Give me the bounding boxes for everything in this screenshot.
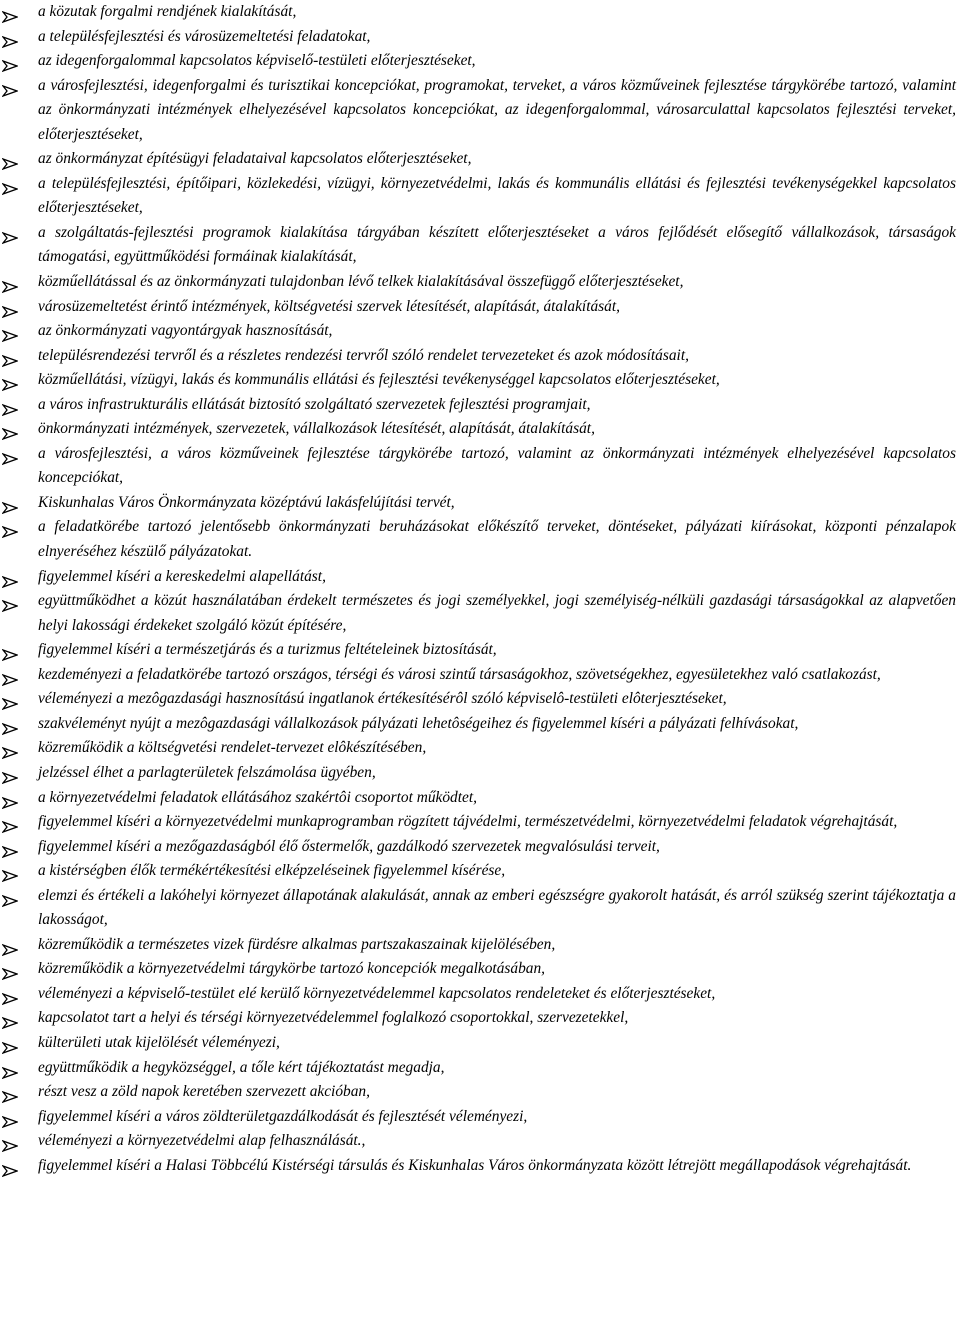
arrowhead-bullet-icon (2, 32, 18, 44)
list-item (0, 1006, 960, 1031)
list-item-text: közreműködik a környezetvédelmi tárgykörbe tartozó koncepciók megalkotásában, (38, 960, 546, 978)
list-item-text: a településfejlesztési, építőipari, közlekedési, vízügyi, környezetvédelmi, lakás és kommunális ellátási és fejlesztési tevékenységekkel kapcsolatos előterjesztéseket, (38, 174, 956, 217)
list-item (0, 368, 960, 393)
list-item-text: az idegenforgalommal kapcsolatos képviselő-testületi előterjesztéseket, (38, 52, 476, 70)
list-item (0, 0, 960, 25)
arrowhead-bullet-icon (2, 842, 18, 854)
list-item (0, 786, 960, 811)
arrowhead-bullet-icon (2, 743, 18, 755)
list-item (0, 319, 960, 344)
arrowhead-bullet-icon (2, 1063, 18, 1075)
list-item-text: figyelemmel kíséri a természetjárás és a turizmus feltételeinek biztosítását, (38, 641, 497, 659)
arrowhead-bullet-icon (2, 694, 18, 706)
list-item (0, 761, 960, 786)
arrowhead-bullet-icon (2, 179, 18, 191)
list-item (0, 1129, 960, 1154)
arrowhead-bullet-icon (2, 964, 18, 976)
list-item-text: a város infrastrukturális ellátását biztosító szolgáltató szervezetek fejlesztési programjait, (38, 395, 591, 413)
arrowhead-bullet-icon (2, 1161, 18, 1173)
list-item-text: városüzemeltetést érintő intézmények, költségvetési szervek létesítését, alapítását, átalakítását, (38, 297, 620, 315)
list-item-text: jelzéssel élhet a parlagterületek felszámolása ügyében, (38, 763, 376, 781)
arrowhead-bullet-icon (2, 817, 18, 829)
list-item-text: a szolgáltatás-fejlesztési programok kialakítása tárgyában készített előterjesztéseket a város fejlődését elősegítő vállalkozások, társaságok támogatási, együttműködési formáinak kialakítását, (38, 223, 956, 266)
list-item-text: figyelemmel kíséri a Halasi Többcélú Kistérségi társulás és Kiskunhalas Város önkormányzata között létrejött megállapodások végrehajtását. (38, 1156, 912, 1174)
arrowhead-bullet-icon (2, 302, 18, 314)
list-item (0, 982, 960, 1007)
list-item (0, 221, 960, 270)
list-item-text: figyelemmel kíséri a kereskedelmi alapellátást, (38, 567, 326, 585)
list-item (0, 49, 960, 74)
list-item-text: a településfejlesztési és városüzemeltetési feladatokat, (38, 27, 371, 45)
list-item-text: a feladatkörébe tartozó jelentősebb önkormányzati beruházásokat előkészítő terveket, döntéseket, pályázati kiírásokat, központi pénzalapok elnyeréséhez készülő pályázatokat. (38, 518, 956, 561)
list-item (0, 1154, 960, 1179)
list-item-text: a környezetvédelmi feladatok ellátásához szakértôi csoportot működtet, (38, 788, 477, 806)
arrowhead-bullet-icon (2, 1112, 18, 1124)
list-item (0, 442, 960, 491)
arrowhead-bullet-icon (2, 866, 18, 878)
list-item (0, 417, 960, 442)
arrowhead-bullet-icon (2, 228, 18, 240)
list-item (0, 1105, 960, 1130)
arrowhead-bullet-icon (2, 891, 18, 903)
arrowhead-bullet-icon (2, 424, 18, 436)
list-item (0, 491, 960, 516)
list-item (0, 147, 960, 172)
list-item (0, 835, 960, 860)
list-item (0, 565, 960, 590)
arrowhead-bullet-icon (2, 572, 18, 584)
list-item (0, 638, 960, 663)
list-item (0, 736, 960, 761)
arrowhead-bullet-icon (2, 7, 18, 19)
list-item (0, 712, 960, 737)
list-item-text: a városfejlesztési, idegenforgalmi és turisztikai koncepciókat, programokat, terveket, a város közműveinek fejlesztése tárgykörébe tartozó, valamint az önkormányzati intézmények elhelyezésével kapcsolatos koncepciókat, az idegenforgalommal, városarculattal kapcsolatos fejlesztési terveket, előterjesztéseket, (38, 76, 956, 143)
list-item (0, 344, 960, 369)
list-item-text: kapcsolatot tart a helyi és térségi környezetvédelemmel foglalkozó csoportokkal, szervezetekkel, (38, 1009, 629, 1027)
list-item (0, 957, 960, 982)
list-item (0, 1080, 960, 1105)
list-item-text: közműellátási, vízügyi, lakás és kommunális ellátási és fejlesztési tevékenységgel kapcsolatos előterjesztéseket, (38, 371, 720, 389)
list-item-text: figyelemmel kíséri a város zöldterületgazdálkodását és fejlesztését véleményezi, (38, 1107, 528, 1125)
list-item-text: részt vesz a zöld napok keretében szervezett akcióban, (38, 1083, 370, 1101)
list-item-text: együttműködhet a közút használatában érdekelt természetes és jogi személyekkel, jogi személyiség-nélküli gazdasági társaságokkal az alapvetően helyi lakossági érdekeket szolgáló közút építésére, (38, 592, 956, 634)
list-item (0, 1031, 960, 1056)
list-item (0, 393, 960, 418)
arrowhead-bullet-icon (2, 670, 18, 682)
arrowhead-bullet-icon (2, 596, 18, 608)
list-item-text: a közutak forgalmi rendjének kialakítását, (38, 3, 297, 20)
list-item-text: önkormányzati intézmények, szervezetek, vállalkozások létesítését, alapítását, átalakítását, (38, 420, 595, 438)
arrowhead-bullet-icon (2, 400, 18, 412)
list-item-text: Kiskunhalas Város Önkormányzata középtávú lakásfelújítási tervét, (38, 493, 455, 511)
list-item (0, 810, 960, 835)
arrowhead-bullet-icon (2, 277, 18, 289)
arrowhead-bullet-icon (2, 1087, 18, 1099)
list-item-text: az önkormányzati vagyontárgyak hasznosítását, (38, 322, 333, 340)
list-item-text: az önkormányzat építésügyi feladataival kapcsolatos előterjesztéseket, (38, 150, 472, 168)
list-item (0, 172, 960, 221)
arrowhead-bullet-icon (2, 522, 18, 534)
list-item (0, 663, 960, 688)
list-item-text: véleményezi a mezôgazdasági hasznosítású ingatlanok értékesítésérôl szóló képviselô-testületi elôterjesztéseket, (38, 690, 727, 708)
list-item-text: közműellátással és az önkormányzati tulajdonban lévő telkek kialakításával összefüggő előterjesztéseket, (38, 273, 684, 291)
list-item-text: közreműködik a költségvetési rendelet-tervezet elôkészítésében, (38, 739, 427, 757)
list-item (0, 25, 960, 50)
list-item-text: településrendezési tervről és a részletes rendezési tervről szóló rendelet tervezeteket és azok módosításait, (38, 346, 689, 364)
list-item-text: figyelemmel kíséri a mezőgazdaságból élő őstermelők, gazdálkodó szervezetek megvalósulási terveit, (38, 837, 660, 855)
arrowhead-bullet-icon (2, 1038, 18, 1050)
list-item-text: kezdeményezi a feladatkörébe tartozó országos, térségi és városi szintű társaságokhoz, szövetségekhez, egyesületekhez való csatlakozást, (38, 665, 881, 683)
arrowhead-bullet-icon (2, 1013, 18, 1025)
list-item (0, 589, 960, 638)
arrowhead-bullet-icon (2, 989, 18, 1001)
arrowhead-bullet-icon (2, 498, 18, 510)
arrowhead-bullet-icon (2, 375, 18, 387)
list-item (0, 884, 960, 933)
arrowhead-bullet-icon (2, 154, 18, 166)
list-item-text: együttműködik a hegyközséggel, a tőle kért tájékoztatást megadja, (38, 1058, 445, 1076)
list-item-text: a városfejlesztési, a város közműveinek fejlesztése tárgykörébe tartozó, valamint az önkormányzati intézmények elhelyezésével kapcsolatos koncepciókat, (38, 444, 956, 487)
list-item-text: elemzi és értékeli a lakóhelyi környezet állapotának alakulását, annak az emberi egészségre gyakorolt hatását, és arról szükség szerint tájékoztatja a lakosságot, (38, 886, 956, 929)
list-item (0, 933, 960, 958)
list-item (0, 270, 960, 295)
arrowhead-bullet-icon (2, 326, 18, 338)
arrowhead-bullet-icon (2, 793, 18, 805)
arrowhead-bullet-icon (2, 719, 18, 731)
arrowhead-bullet-icon (2, 940, 18, 952)
list-item-text: külterületi utak kijelölését véleményezi, (38, 1033, 280, 1051)
list-item (0, 1056, 960, 1081)
list-item (0, 295, 960, 320)
arrowhead-bullet-icon (2, 645, 18, 657)
list-item-text: véleményezi a környezetvédelmi alap felhasználását., (38, 1132, 366, 1150)
arrowhead-bullet-icon (2, 449, 18, 461)
list-item (0, 74, 960, 148)
list-item-text: véleményezi a képviselő-testület elé kerülő környezetvédelemmel kapcsolatos rendeleteket és előterjesztéseket, (38, 984, 716, 1002)
arrowhead-bullet-icon (2, 351, 18, 363)
list-item-text: figyelemmel kíséri a környezetvédelmi munkaprogramban rögzített tájvédelmi, természetvédelmi, környezetvédelmi feladatok végrehajtását, (38, 813, 898, 831)
arrowhead-bullet-icon (2, 56, 18, 68)
list-item (0, 687, 960, 712)
list-item-text: szakvéleményt nyújt a mezôgazdasági vállalkozások pályázati lehetôségeihez és figyelemmel kíséri a pályázati felhívásokat, (38, 714, 799, 732)
list-item (0, 515, 960, 564)
list-item-text: a kistérségben élők termékértékesítési elképzeléseinek figyelemmel kísérése, (38, 862, 506, 880)
arrowhead-bullet-icon (2, 1136, 18, 1148)
list-item-text: közreműködik a természetes vizek fürdésre alkalmas partszakaszainak kijelölésében, (38, 935, 556, 953)
list-item (0, 859, 960, 884)
arrowhead-bullet-icon (2, 81, 18, 93)
arrowhead-bullet-icon (2, 768, 18, 780)
